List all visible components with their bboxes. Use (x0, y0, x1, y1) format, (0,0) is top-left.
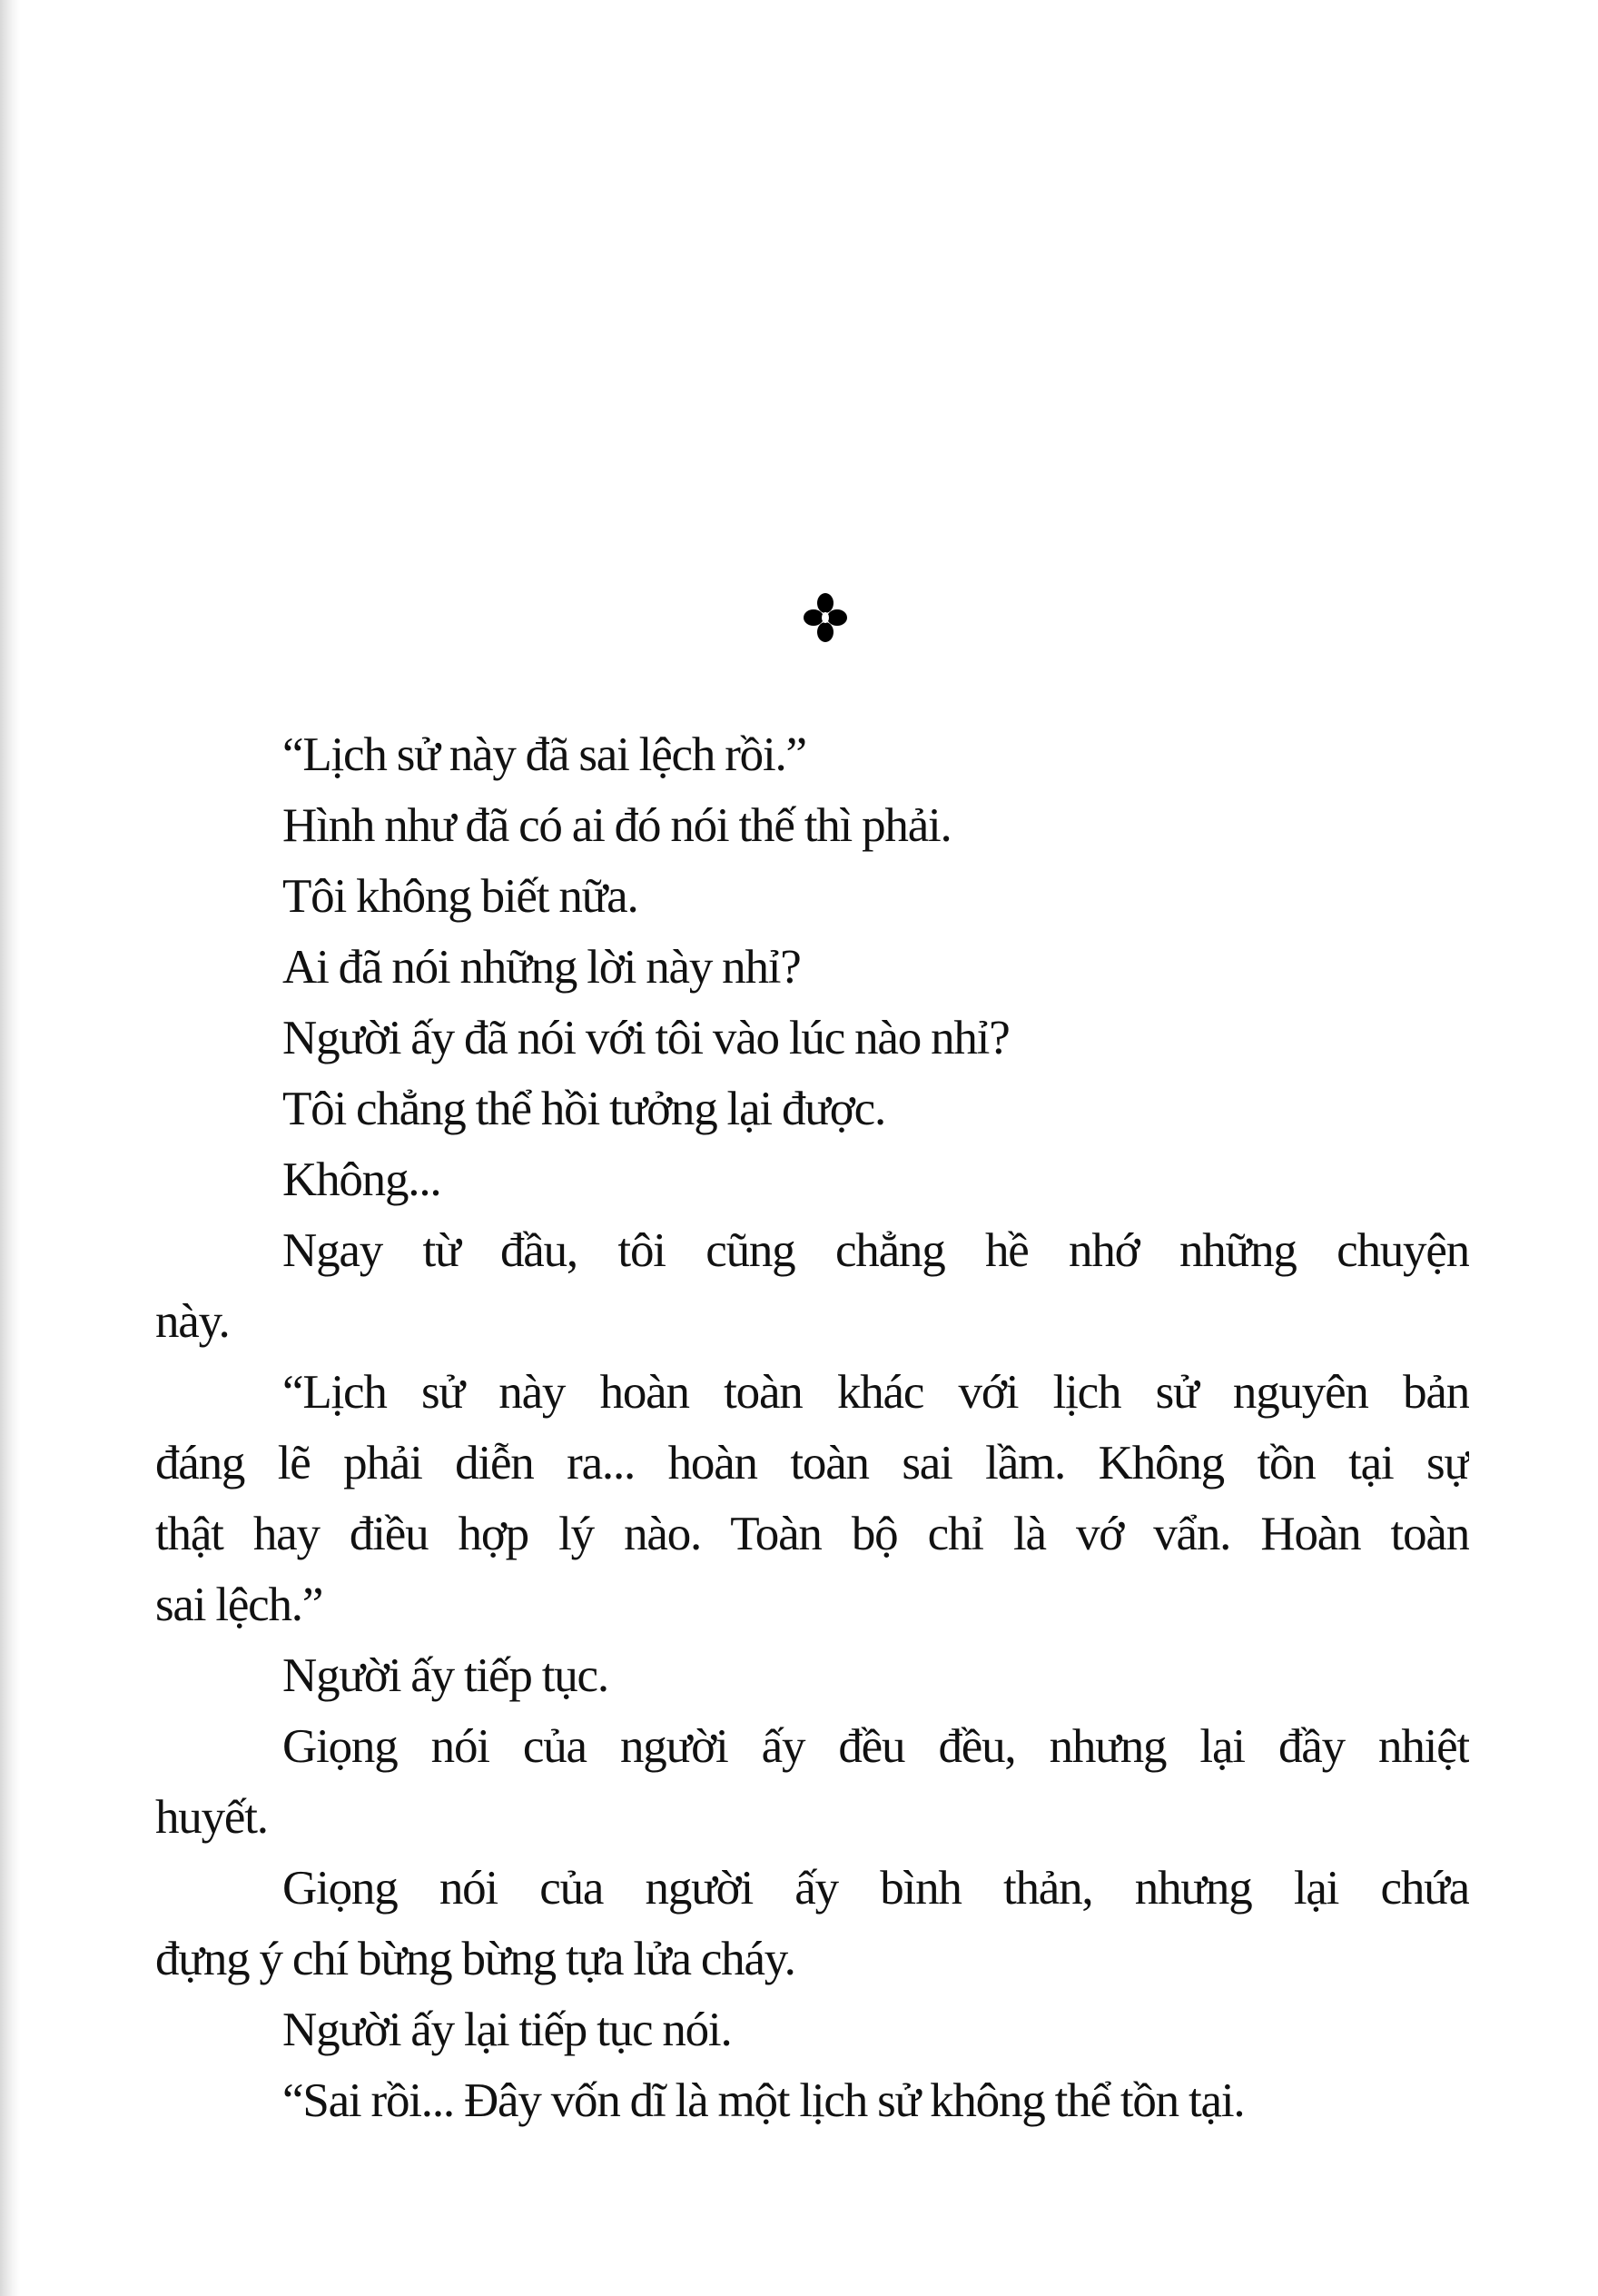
text-line: Ai đã nói những lời này nhỉ? (282, 941, 801, 994)
text-line: Không... (282, 1153, 441, 1206)
paragraph (155, 2065, 1469, 2136)
paragraph (155, 1994, 1469, 2065)
text-line: Ngay từ đầu, tôi cũng chẳng hề nhớ những chuyện (282, 1224, 1469, 1277)
paragraph (155, 932, 1469, 1003)
paragraph (155, 1144, 1469, 1215)
text-line: Giọng nói của người ấy đều đều, nhưng lại đầy nhiệt (282, 1720, 1469, 1773)
text-line: thật hay điều hợp lý nào. Toàn bộ chỉ là vớ vẩn. Hoàn toàn (155, 1508, 1469, 1560)
page-body-text (155, 719, 1469, 2136)
text-line: Hình như đã có ai đó nói thế thì phải. (282, 799, 952, 852)
text-line: “Sai rồi... Đây vốn dĩ là một lịch sử không thể tồn tại. (282, 2074, 1245, 2127)
paragraph (155, 1357, 1469, 1640)
text-line: Tôi không biết nữa. (282, 870, 638, 923)
text-line: Người ấy đã nói với tôi vào lúc nào nhỉ? (282, 1012, 1010, 1064)
text-line: đáng lẽ phải diễn ra... hoàn toàn sai lầm. Không tồn tại sự (155, 1437, 1469, 1489)
paragraph (155, 790, 1469, 861)
text-line: “Lịch sử này đã sai lệch rồi.” (282, 728, 806, 781)
text-line: đựng ý chí bừng bừng tựa lửa cháy. (155, 1933, 795, 1985)
text-line: Giọng nói của người ấy bình thản, nhưng lại chứa (282, 1862, 1469, 1915)
flower-icon (803, 590, 848, 645)
text-line: sai lệch.” (155, 1578, 323, 1631)
paragraph (155, 1215, 1469, 1357)
text-line: Người ấy lại tiếp tục nói. (282, 2004, 732, 2056)
paragraph (155, 1711, 1469, 1853)
text-line: “Lịch sử này hoàn toàn khác với lịch sử nguyên bản (282, 1366, 1469, 1419)
text-line: Tôi chẳng thể hồi tưởng lại được. (282, 1083, 885, 1135)
paragraph (155, 719, 1469, 790)
paragraph (155, 1640, 1469, 1711)
scan-edge-shadow (0, 0, 20, 2296)
text-line: này. (155, 1295, 230, 1348)
paragraph (155, 1074, 1469, 1144)
text-line: Người ấy tiếp tục. (282, 1649, 608, 1702)
paragraph (155, 1003, 1469, 1074)
text-line: huyết. (155, 1791, 268, 1844)
paragraph (155, 861, 1469, 932)
paragraph (155, 1853, 1469, 1994)
